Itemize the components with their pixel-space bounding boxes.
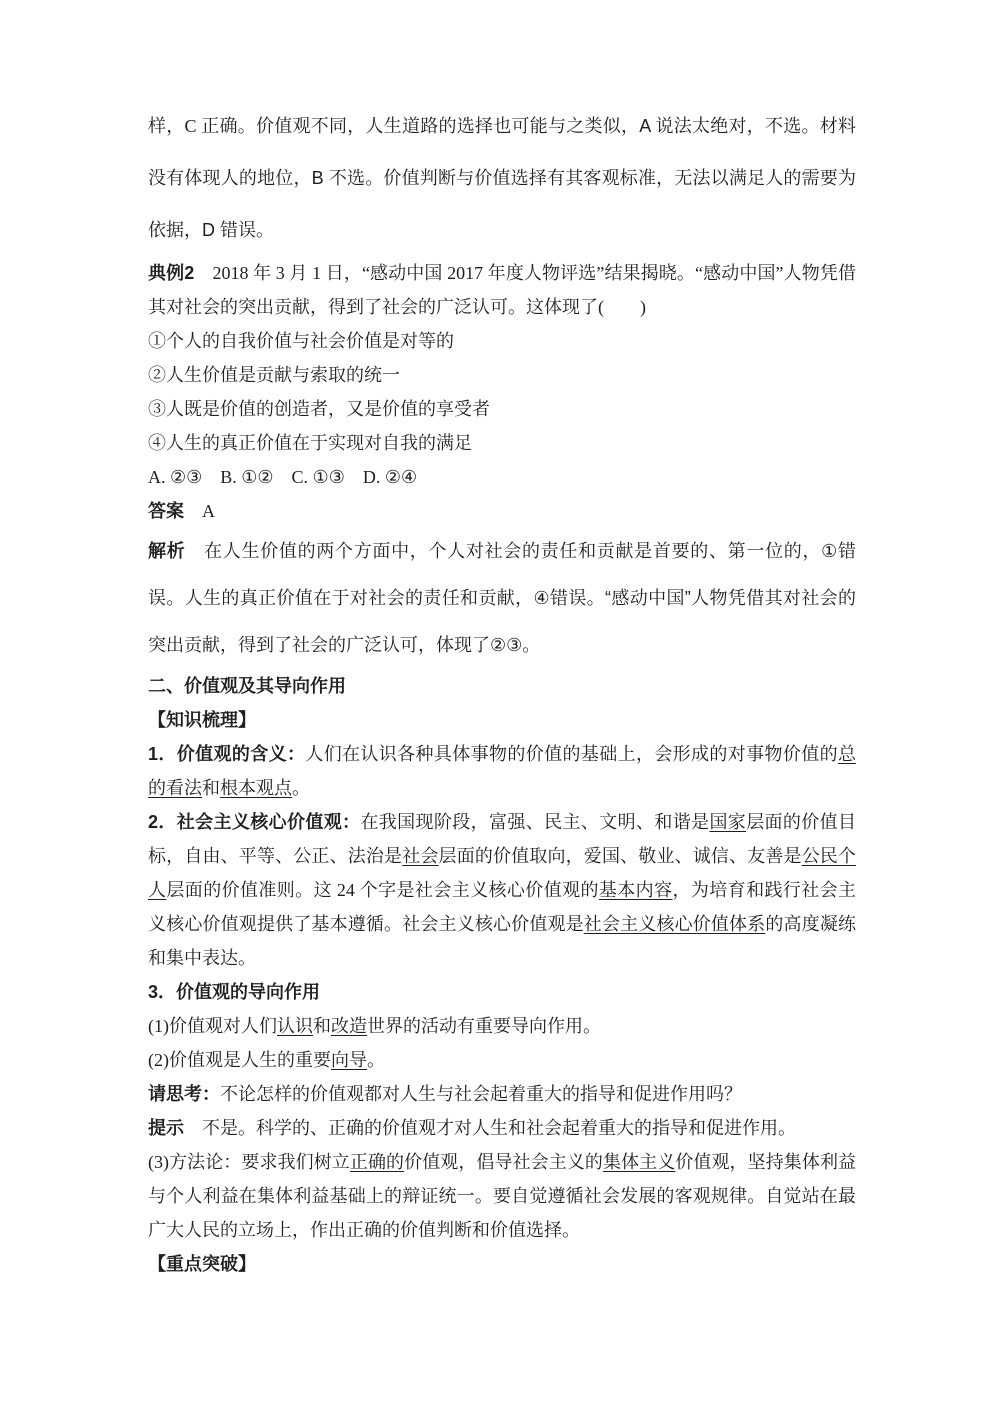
text-run: 世界的活动有重要导向作用。 — [367, 1016, 601, 1036]
text-run: 社会 — [402, 846, 439, 866]
key-breakthrough-heading — [148, 1247, 856, 1281]
text-run: 【重点突破】 — [148, 1254, 256, 1274]
choice-options-line — [148, 460, 856, 494]
document-text-block — [148, 100, 856, 1281]
text-run: A. ②③ B. ①② C. ①③ D. ②④ — [148, 467, 418, 487]
text-run: 总的看法 — [148, 744, 856, 798]
text-run: 3．价值观的导向作用 — [148, 982, 321, 1002]
text-run: ①个人的自我价值与社会价值是对等的 — [148, 331, 454, 351]
point-3-sub-1 — [148, 1009, 856, 1043]
text-run: 价值观，坚持集体利益与个人利益在集体利益基础上的辩证统一。要自觉遵循社会发展的客观规律。自觉站在最广大人民的立场上，作出正确的价值判断和价值选择。 — [148, 1152, 857, 1240]
text-run: 样，C 正确。 — [148, 116, 257, 136]
text-run: 。 — [367, 1050, 385, 1070]
hint-line — [148, 1111, 856, 1145]
text-run: 解析 — [148, 541, 186, 561]
text-run: (1)价值观对人们 — [148, 1016, 277, 1036]
analysis-paragraph — [148, 528, 856, 669]
text-run: 层面的价值准则。这 24 个字是社会主义核心价值观的 — [166, 880, 599, 900]
text-run: 提示 — [148, 1118, 184, 1138]
text-run: 改造 — [331, 1016, 367, 1036]
text-run: 不是。科学的、正确的价值观才对人生和社会起着重大的指导和促进作用。 — [184, 1118, 796, 1138]
text-run: 典例2 — [148, 263, 195, 283]
section-2-heading — [148, 669, 856, 703]
knowledge-point-1 — [148, 737, 856, 805]
text-run: 价值观，倡导社会主义的 — [404, 1152, 603, 1172]
knowledge-point-3-heading — [148, 975, 856, 1009]
text-run: 国家 — [709, 812, 747, 832]
text-run: 请思考： — [148, 1084, 220, 1104]
option-circle-2 — [148, 358, 856, 392]
point-3-sub-3 — [148, 1145, 856, 1247]
text-run: (2)价值观是人生的重要 — [148, 1050, 331, 1070]
knowledge-review-heading — [148, 703, 856, 737]
text-run: 在人生价值的两个方面中，个人对社会的责任和贡献是首要的、第一位的，①错误。人生的真正价值在于对社会的责任和贡献，④错误。“感动中国”人物凭借其对社会的突出贡献，得到了社会的广泛认可，体现了②③。 — [148, 541, 857, 655]
text-run: 不论怎样的价值观都对人生与社会起着重大的指导和促进作用吗？ — [220, 1084, 742, 1104]
text-run: 基本内容 — [598, 880, 673, 900]
text-run: 2．社会主义核心价值观： — [148, 812, 361, 832]
text-run: 的高度凝练和集中表达。 — [148, 914, 857, 968]
text-run: 【知识梳理】 — [148, 710, 256, 730]
text-run: 。 — [292, 778, 310, 798]
text-run: 在我国现阶段，富强、民主、文明、和谐是 — [360, 812, 710, 832]
text-run: 层面的价值取向，爱国、敬业、诚信、友善是 — [438, 846, 802, 866]
think-question — [148, 1077, 856, 1111]
option-circle-3 — [148, 392, 856, 426]
text-run: 集体主义 — [602, 1152, 676, 1172]
text-run: 公民个人 — [148, 846, 857, 900]
text-run: ②人生价值是贡献与索取的统一 — [148, 365, 400, 385]
text-run: 答案 — [148, 501, 184, 521]
text-run: (3)方法论：要求我们树立 — [148, 1152, 350, 1172]
text-run: ③人既是价值的创造者，又是价值的享受者 — [148, 399, 490, 419]
text-run: 层面的价值目标，自由、平等、公正、法治是 — [148, 812, 857, 866]
analysis-tail-paragraph — [148, 100, 856, 256]
text-run: 2018 年 3 月 1 日，“感动中国 2017 年度人物评选”结果揭晓。“感动中国”人物凭借其对社会的突出贡献，得到了社会的广泛认可。这体现了( ) — [148, 263, 856, 317]
answer-line — [148, 494, 856, 528]
text-run: 和 — [202, 778, 220, 798]
text-run: 1．价值观的含义： — [148, 744, 306, 764]
option-circle-4 — [148, 426, 856, 460]
text-run: 二、价值观及其导向作用 — [148, 676, 346, 696]
text-run: 价值观不同，人生道路的选择也可能与之类似，A 说法太绝对，不选。材料没有体现人的地位，B 不选。价值判断与价值选择有其客观标准，无法以满足人的需要为依据，D 错误。 — [148, 116, 856, 240]
text-run: A — [184, 501, 215, 521]
text-run: 和 — [313, 1016, 331, 1036]
example-2-question — [148, 256, 856, 324]
knowledge-point-2 — [148, 805, 856, 975]
text-run: 根本观点 — [220, 778, 292, 798]
text-run: ，为培育和践行社会主义核心价值观提供了基本遵循。社会主义核心价值观是 — [148, 880, 857, 934]
point-3-sub-2 — [148, 1043, 856, 1077]
text-run: ④人生的真正价值在于实现对自我的满足 — [148, 433, 472, 453]
text-run: 向导 — [331, 1050, 367, 1070]
text-run: 社会主义核心价值体系 — [583, 914, 766, 934]
text-run: 人们在认识各种具体事物的价值的基础上，会形成的对事物价值的 — [305, 744, 838, 764]
text-run: 认识 — [277, 1016, 313, 1036]
text-run: 正确的 — [349, 1152, 405, 1172]
option-circle-1 — [148, 324, 856, 358]
